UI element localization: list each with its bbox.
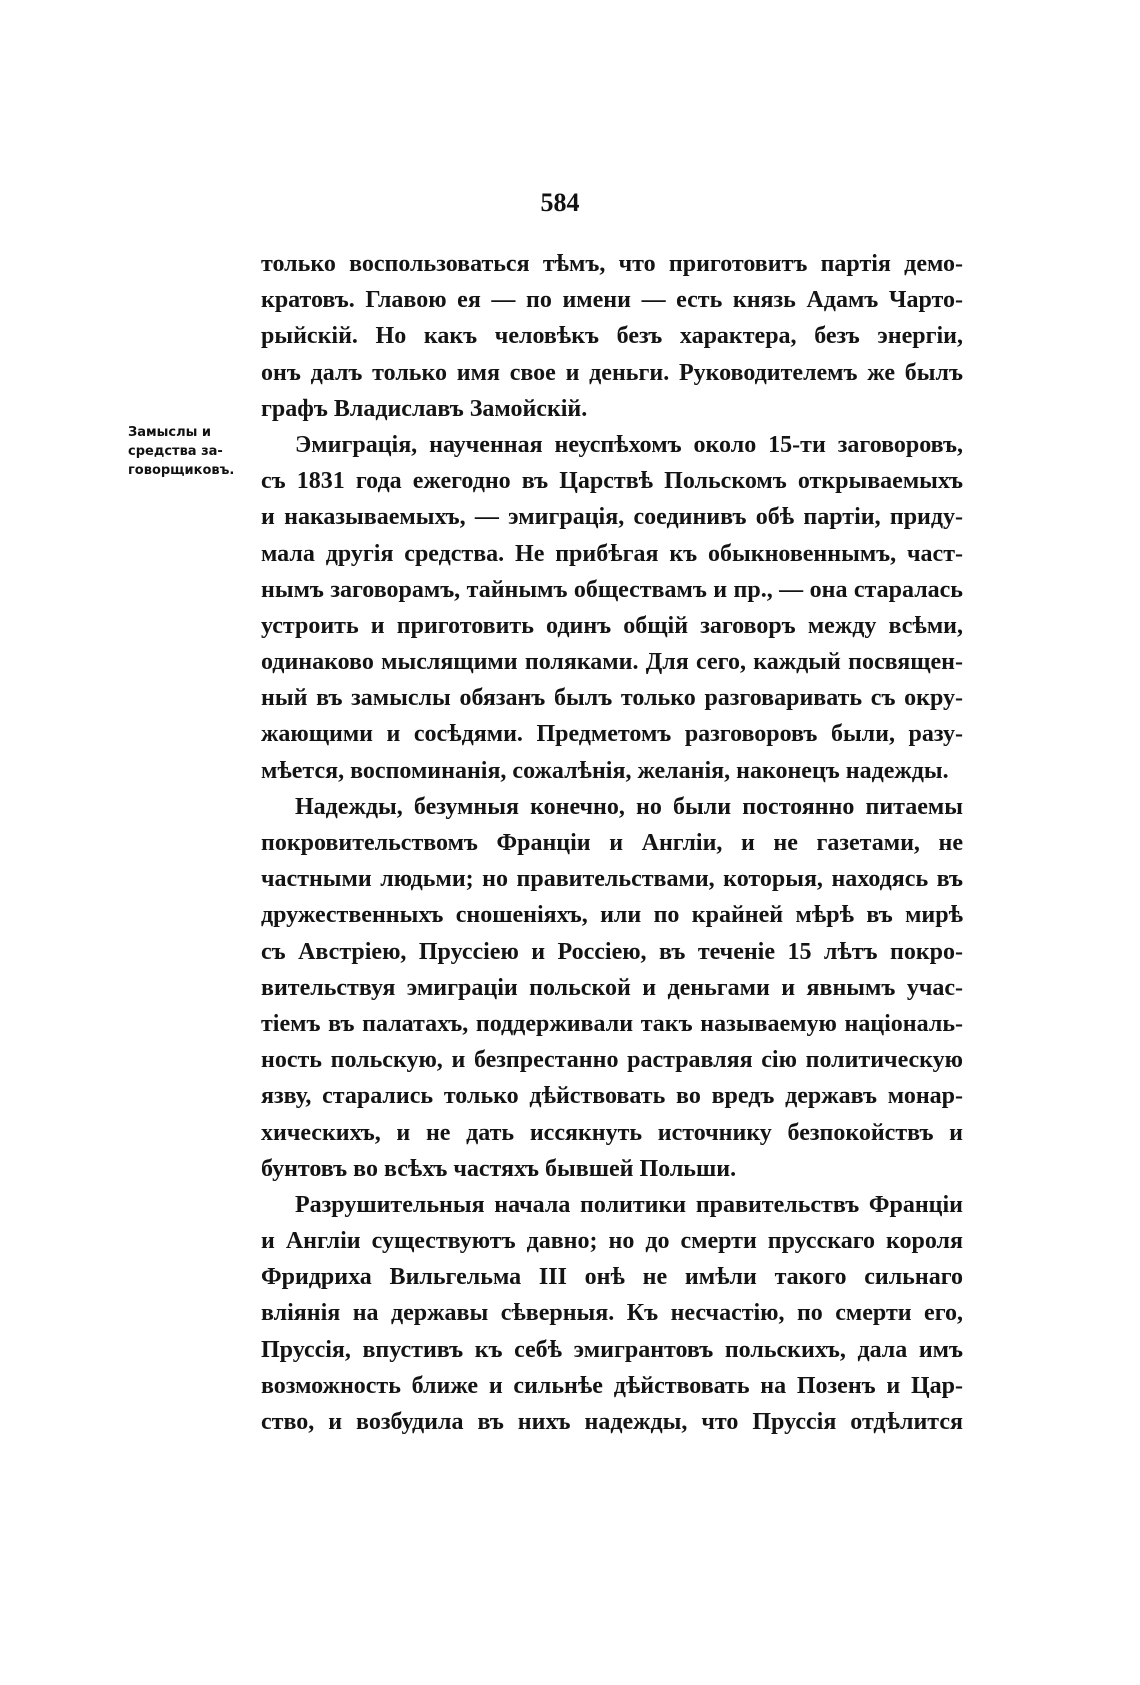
text-line: только воспользоваться тѣмъ, что приготовитъ партія демо- <box>261 251 963 277</box>
text-line: и Англіи существуютъ давно; но до смерти прусскаго короля <box>261 1228 963 1255</box>
margin-note <box>128 423 256 480</box>
text-line: вліянія на державы сѣверныя. Къ несчастію, по смерти его, <box>261 1300 963 1327</box>
text-line: Пруссія, впустивъ къ себѣ эмигрантовъ польскихъ, дала имъ <box>261 1336 963 1363</box>
text-line: нымъ заговорамъ, тайнымъ обществамъ и пр., — она старалась <box>261 576 963 603</box>
text-line: бунтовъ во всѣхъ частяхъ бывшей Польши. <box>261 1155 737 1182</box>
margin-note-line: средства за- <box>128 444 223 459</box>
text-line: тіемъ въ палатахъ, поддерживали такъ называемую національ- <box>261 1010 963 1037</box>
text-line: возможность ближе и сильнѣе дѣйствовать на Позенъ и Цар- <box>261 1372 963 1399</box>
text-line: кратовъ. Главою ея — по имени — есть князь Адамъ Чарто- <box>261 287 963 314</box>
text-line: ный въ замыслы обязанъ былъ только разговаривать съ окру- <box>261 685 963 712</box>
text-line: вительствуя эмиграціи польской и деньгами и явнымъ учас- <box>261 974 963 1001</box>
text-line: Надежды, безумныя конечно, но были постоянно питаемы <box>295 793 963 820</box>
margin-note-line: Замыслы и <box>128 425 212 440</box>
text-line: графъ Владиславъ Замойскій. <box>261 395 588 422</box>
text-line: рыйскій. Но какъ человѣкъ безъ характера, безъ энергіи, <box>261 323 963 350</box>
body-text <box>261 246 963 1440</box>
text-line: покровительствомъ Франціи и Англіи, и не газетами, не <box>261 830 963 856</box>
text-line: язву, старались только дѣйствовать во вредъ державъ монар- <box>261 1083 963 1110</box>
text-line: ство, и возбудила въ нихъ надежды, что Пруссія отдѣлится <box>261 1409 963 1435</box>
text-line: жающими и сосѣдями. Предметомъ разговоровъ были, разу- <box>261 721 963 748</box>
text-line: дружественныхъ сношеніяхъ, или по крайней мѣрѣ въ мирѣ <box>261 902 963 929</box>
text-line: мѣется, воспоминанія, сожалѣнія, желанія, наконецъ надежды. <box>261 757 949 784</box>
text-line: Эмиграція, наученная неуспѣхомъ около 15-ти заговоровъ, <box>295 431 963 458</box>
text-line: одинаково мыслящими поляками. Для сего, каждый посвящен- <box>261 649 963 676</box>
margin-note-line: говорщиковъ. <box>128 463 235 478</box>
text-line: съ 1831 года ежегодно въ Царствѣ Польскомъ открываемыхъ <box>261 468 963 495</box>
text-line: онъ далъ только имя свое и деньги. Руководителемъ же былъ <box>261 359 963 386</box>
text-line: Разрушительныя начала политики правительствъ Франціи <box>295 1191 963 1218</box>
text-line: хическихъ, и не дать иссякнуть источнику безпокойствъ и <box>261 1119 963 1146</box>
text-line: устроить и приготовить одинъ общій заговоръ между всѣми, <box>261 612 963 639</box>
text-line: мала другія средства. Не прибѣгая къ обыкновеннымъ, част- <box>261 540 963 567</box>
page-number: 584 <box>540 188 580 217</box>
text-line: съ Австріею, Пруссіею и Россіею, въ теченіе 15 лѣтъ покро- <box>261 938 963 965</box>
text-line: ность польскую, и безпрестанно растравляя сію политическую <box>261 1047 963 1074</box>
text-line: Фридриха Вильгельма III онѣ не имѣли такого сильнаго <box>261 1264 963 1291</box>
text-line: и наказываемыхъ, — эмиграція, соединивъ обѣ партіи, приду- <box>261 504 963 531</box>
text-line: частными людьми; но правительствами, которыя, находясь въ <box>261 866 963 893</box>
